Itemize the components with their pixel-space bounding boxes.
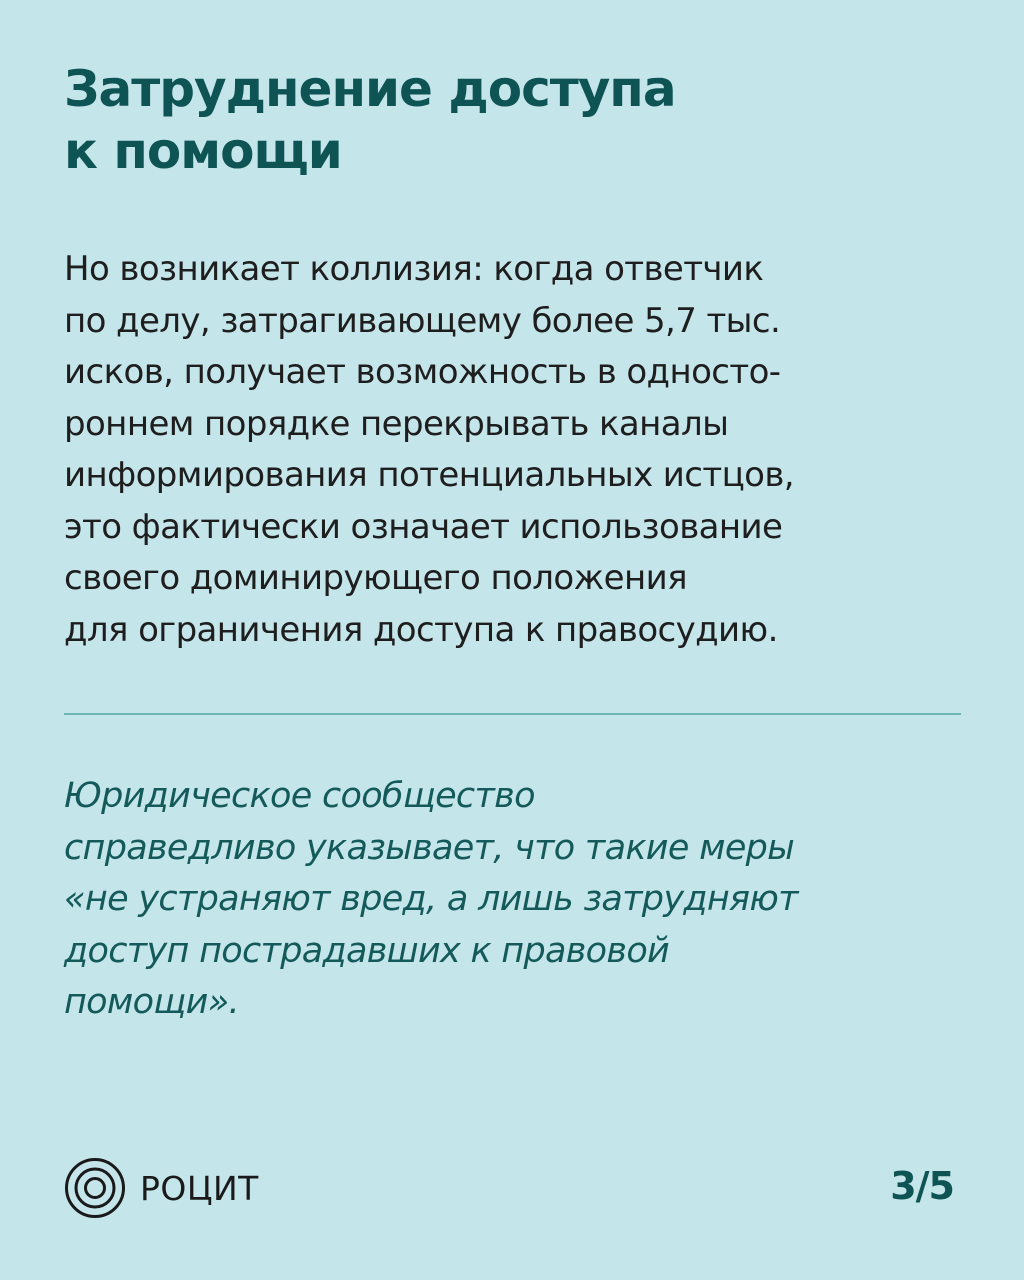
title-line: к помощи [64,122,342,180]
body-line: своего доминирующего положения [64,558,687,598]
body-line: это фактически означает использование [64,506,783,547]
body-line: для ограничения доступа к правосудию. [64,609,778,650]
body-line: по делу, затрагивающему более 5,7 тыс. [64,300,781,341]
footer-brand [64,1157,259,1219]
title-line: Затруднение доступа [64,60,676,118]
quote-line: справедливо указывает, что такие меры [64,827,795,868]
concentric-circles-icon [64,1157,126,1219]
quote-line: помощи». [64,982,239,1022]
brand-name: РОЦИТ [140,1168,259,1208]
quote-line: Юридическое сообщество [64,776,535,816]
quote-line: доступ пострадавших к правовой [64,930,670,971]
body-line: роннем порядке перекрывать каналы [64,403,729,444]
body-line: Но возникает коллизия: когда ответчик [64,249,764,289]
quote-line: «не устраняют вред, а лишь затрудняют [64,879,798,919]
section-divider [64,713,961,715]
quote-paragraph [64,771,984,1029]
body-paragraph [64,244,984,656]
body-line: исков, получает возможность в односто- [64,352,781,392]
body-line: информирования потенциальных истцов, [64,455,794,495]
slide-title [64,58,964,182]
page-number: 3/5 [890,1164,954,1208]
